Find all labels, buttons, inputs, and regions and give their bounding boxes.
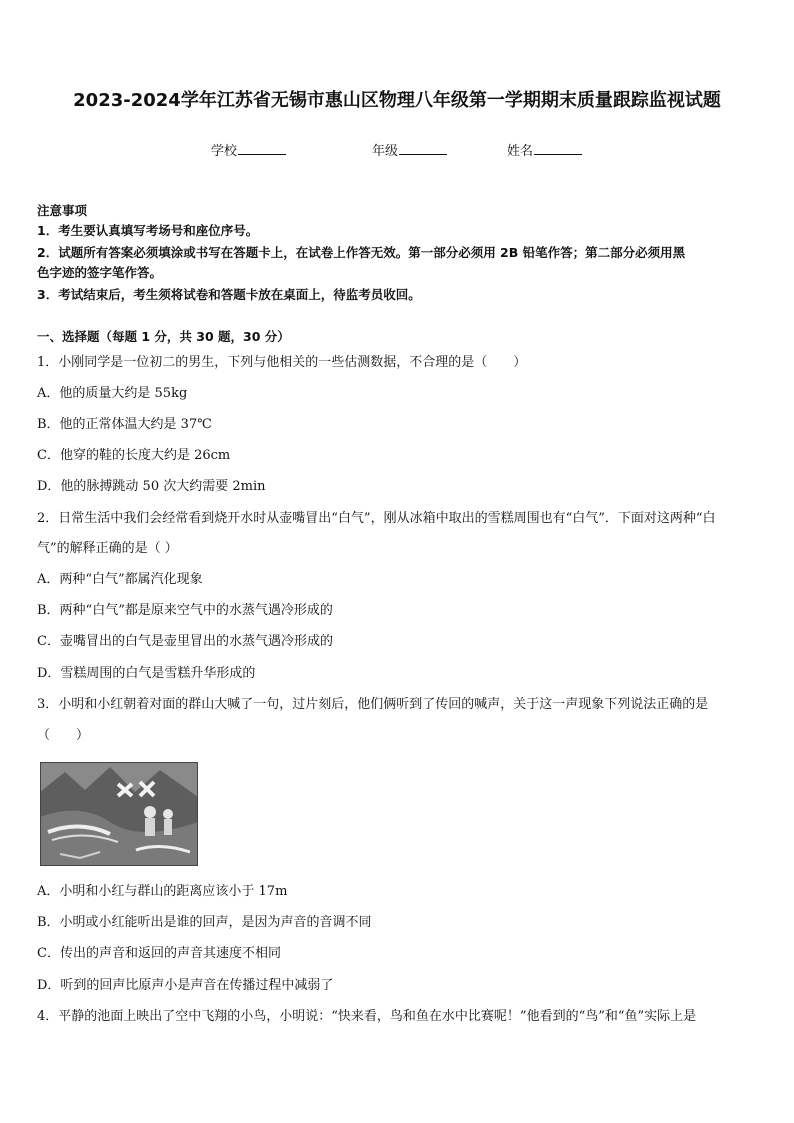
notice-item: 2．试题所有答案必须填涂或书写在答题卡上，在试卷上作答无效。第一部分必须用 2B 铅笔作答；第二部分必须用黑 <box>37 245 686 260</box>
notice-item: 色字迹的签字笔作答。 <box>37 265 163 280</box>
question-stem: 1．小刚同学是一位初二的男生，下列与他相关的一些估测数据，不合理的是（ ） <box>37 355 527 370</box>
question-option: D．听到的回声比原声小是声音在传播过程中减弱了 <box>37 978 334 993</box>
question-stem: 3．小明和小红朝着对面的群山大喊了一句，过片刻后，他们俩听到了传回的喊声，关于这一声现象下列说法正确的是 <box>37 697 709 712</box>
question-stem: 4．平静的池面上映出了空中飞翔的小鸟，小明说：“快来看，鸟和鱼在水中比赛呢！”他看到的“鸟”和“鱼”实际上是 <box>37 1009 697 1024</box>
grade-label: 年级 <box>372 144 399 159</box>
name-blank <box>534 142 582 155</box>
notice-item: 3．考试结束后，考生须将试卷和答题卡放在桌面上，待监考员收回。 <box>37 287 421 302</box>
school-label: 学校 <box>211 144 238 159</box>
question-option: B．小明或小红能听出是谁的回声，是因为声音的音调不同 <box>37 915 372 930</box>
question-option: D．雪糕周围的白气是雪糕升华形成的 <box>37 666 256 681</box>
question-stem: （ ） <box>37 728 90 743</box>
question-option: A．他的质量大约是 55kg <box>37 386 188 401</box>
mountain-echo-illustration <box>40 762 198 866</box>
grade-field <box>372 140 447 159</box>
question-option: B．他的正常体温大约是 37℃ <box>37 417 212 432</box>
question-option: B．两种“白气”都是原来空气中的水蒸气遇冷形成的 <box>37 603 333 618</box>
echo-scene-figure <box>40 762 198 866</box>
grade-blank <box>399 142 447 155</box>
question-option: A．小明和小红与群山的距离应该小于 17m <box>37 884 288 899</box>
notice-heading: 注意事项 <box>37 203 88 218</box>
school-field <box>211 140 286 159</box>
question-stem: 气”的解释正确的是（ ） <box>37 541 178 556</box>
question-option: C．他穿的鞋的长度大约是 26cm <box>37 448 231 463</box>
school-blank <box>238 142 286 155</box>
question-stem: 2．日常生活中我们会经常看到烧开水时从壶嘴冒出“白气”，刚从冰箱中取出的雪糕周围也有“白气”．下面对这两种“白 <box>37 511 716 526</box>
question-option: C．壶嘴冒出的白气是壶里冒出的水蒸气遇冷形成的 <box>37 634 333 649</box>
question-option: D．他的脉搏跳动 50 次大约需要 2min <box>37 479 266 494</box>
page-title: 2023-2024学年江苏省无锡市惠山区物理八年级第一学期期末质量跟踪监视试题 <box>73 90 721 111</box>
question-option: A．两种“白气”都属汽化现象 <box>37 572 203 587</box>
section-heading: 一、选择题（每题 1 分，共 30 题，30 分） <box>37 329 290 344</box>
notice-item: 1．考生要认真填写考场号和座位序号。 <box>37 223 259 238</box>
name-field <box>507 140 582 159</box>
student-info-row <box>0 140 794 160</box>
name-label: 姓名 <box>507 144 534 159</box>
question-option: C．传出的声音和返回的声音其速度不相同 <box>37 946 281 961</box>
